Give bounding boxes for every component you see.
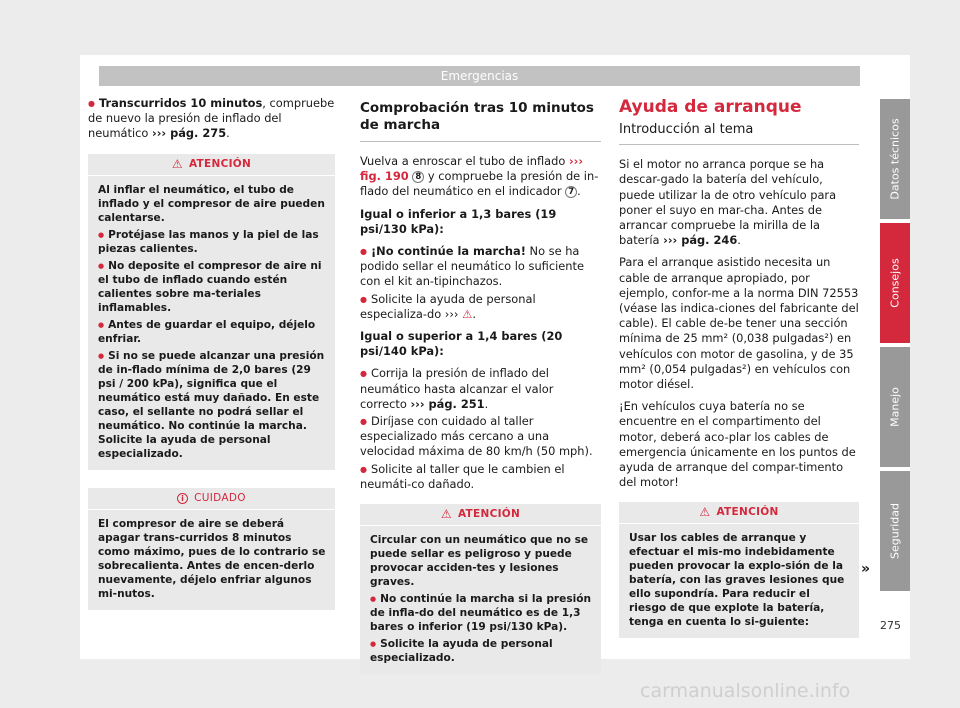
warning-triangle-icon: ⚠ — [440, 506, 452, 521]
section-header: Emergencias — [99, 66, 860, 86]
text: Vuelva a enroscar el tubo de inflado — [360, 154, 569, 168]
tab-datos-tecnicos[interactable] — [880, 99, 910, 219]
warning-body — [88, 176, 335, 470]
warning-triangle-icon: ⚠ — [462, 306, 473, 321]
subheading: Igual o inferior a 1,3 bares (19 psi/130 kPa): — [360, 206, 557, 236]
bullet-paragraph: ● Solicite al taller que le cambien el neumáti-co dañado. — [360, 462, 601, 492]
warning-triangle-icon: ⚠ — [699, 505, 711, 520]
column-2 — [360, 100, 601, 674]
text: y compruebe la presión de in-flado del neumático en el indicador — [360, 169, 599, 199]
paragraph — [360, 154, 601, 200]
subheading: Igual o superior a 1,4 bares (20 psi/140 kPa): — [360, 329, 563, 359]
warning-header — [619, 502, 859, 524]
warning-title: ATENCIÓN — [457, 507, 521, 520]
warning-intro: Al inflar el neumático, el tubo de inflado y el compresor de aire pueden calentarse. — [98, 183, 325, 224]
bullet-paragraph — [360, 292, 601, 322]
warning-title: ATENCIÓN — [716, 506, 779, 519]
section-subtitle: Introducción al tema — [619, 121, 859, 145]
tab-label: Datos técnicos — [888, 118, 902, 200]
bullet-bold-text: Transcurridos 10 minutos — [98, 96, 263, 110]
warning-item: ● Solicite la ayuda de personal especializado. — [370, 637, 592, 665]
callout-number: 7 — [565, 186, 577, 198]
warning-item: ● Si no se puede alcanzar una presión de in-flado mínima de 2,0 bares (29 psi / 200 kPa), significa que el neumático está muy dañado. En este caso, el sellante no podrá sellar el neumático. No continúe la marcha. Solicite la ayuda de personal especializado. — [98, 349, 326, 461]
tab-consejos[interactable] — [880, 223, 910, 343]
text: . — [577, 184, 581, 199]
warning-box — [360, 504, 601, 674]
warning-box — [619, 502, 859, 638]
text: . — [737, 233, 741, 248]
page-reference-link[interactable]: ››› pág. 246 — [663, 233, 738, 248]
page-title: Ayuda de arranque — [619, 97, 802, 117]
bullet-text: No se ha podido sellar el neumático lo suficiente con el kit an-tipinchazos. — [360, 244, 584, 289]
page-number: 275 — [880, 619, 901, 632]
warning-body — [360, 526, 601, 674]
paragraph: Para el arranque asistido necesita un cable de arranque apropiado, por ejemplo, confor-me a la norma DIN 72553 (véase las indica-ciones del fabricante del cable). El cable de-be tener una sección mínima de 25 mm² (0,038 pulgadas²) en vehículos con motor de gasolina, y de 35 mm² (0,054 pulgadas²) en vehículos con motor diésel. — [619, 255, 859, 392]
warning-triangle-icon: ⚠ — [171, 156, 183, 171]
paragraph: ¡En vehículos cuya batería no se encuentre en el compartimento del motor, deberá aco-plar los cables de emergencia únicamente en los puntos de ayuda de arranque del compar-timento del motor! — [619, 399, 856, 490]
tab-seguridad[interactable] — [880, 471, 910, 591]
warning-intro: Circular con un neumático que no se puede sellar es peligroso y puede provocar acciden-tes y lesiones graves. — [370, 534, 589, 589]
warning-item: ● No deposite el compresor de aire ni el tubo de inflado cuando estén calientes sobre ma-teriales inflamables. — [98, 259, 326, 315]
text: . — [484, 396, 489, 411]
caution-box — [88, 488, 335, 610]
page-reference-link[interactable]: ››› pág. 275 — [152, 126, 227, 141]
tab-label: Consejos — [888, 258, 902, 308]
bullet-paragraph — [360, 366, 601, 412]
bullet-bold-text: ¡No continúe la marcha! — [370, 244, 526, 259]
bullet-text: Corrija la presión de inflado del neumático hasta alcanzar el valor correcto — [360, 366, 554, 411]
warning-item: ● Protéjase las manos y la piel de las piezas calientes. — [98, 228, 326, 256]
warning-box — [88, 154, 335, 470]
continue-arrow-icon: » — [861, 561, 871, 577]
bullet-paragraph — [360, 244, 601, 290]
caution-body: El compresor de aire se deberá apagar trans-curridos 8 minutos como máximo, pues de lo contrario se sobrecalienta. Antes de encen-derlo nuevamente, déjelo enfriar algunos mi-nutos. — [98, 517, 326, 600]
column-3 — [619, 97, 859, 638]
tab-label: Manejo — [888, 387, 902, 427]
bullet-paragraph: ● Diríjase con cuidado al taller especializado más cercano a una velocidad máxima de 80 km/h (50 mph). — [360, 414, 601, 460]
page-reference-link[interactable]: ››› pág. 251 — [410, 396, 485, 411]
section-heading: Comprobación tras 10 minutos de marcha — [360, 100, 601, 142]
figure-reference-link[interactable]: ››› fig. 190 — [360, 154, 584, 184]
text: . — [472, 306, 476, 321]
warning-title: ATENCIÓN — [188, 157, 252, 170]
tab-label: Seguridad — [888, 503, 902, 559]
caution-header — [88, 488, 335, 510]
watermark: carmanualsonline.info — [640, 680, 851, 702]
bullet-text: Solicite la ayuda de personal especializa-do ››› — [360, 291, 536, 321]
bullet-paragraph: ● Transcurridos 10 minutos, compruebe de nuevo la presión de inflado del neumático ››› pág. 275. — [88, 96, 335, 142]
warning-header — [360, 504, 601, 526]
info-icon: i — [177, 493, 188, 504]
paragraph — [619, 157, 859, 248]
warning-header — [88, 154, 335, 176]
bullet-text: , compruebe de nuevo la presión de inflado del neumático — [88, 96, 335, 141]
warning-item: ● Antes de guardar el equipo, déjelo enfriar. — [98, 318, 326, 346]
warning-item: ● No continúe la marcha si la presión de infla-do del neumático es de 1,3 bares o inferior (19 psi/130 kPa). — [370, 592, 592, 634]
text: Si el motor no arranca porque se ha descar-gado la batería del vehículo, puede utilizar la de otro vehículo para poner el suyo en mar-cha. Antes de arrancar compruebe la mirilla de la batería — [619, 157, 837, 248]
column-1 — [88, 96, 335, 610]
warning-body: Usar los cables de arranque y efectuar el mis-mo indebidamente pueden provocar la explo-sión de la batería, con las graves lesiones que ello supondría. Para reducir el riesgo de que explote la batería, tenga en cuenta lo si-guiente: — [629, 532, 845, 629]
callout-number: 8 — [412, 171, 424, 183]
caution-title: CUIDADO — [194, 491, 246, 504]
tab-manejo[interactable] — [880, 347, 910, 467]
